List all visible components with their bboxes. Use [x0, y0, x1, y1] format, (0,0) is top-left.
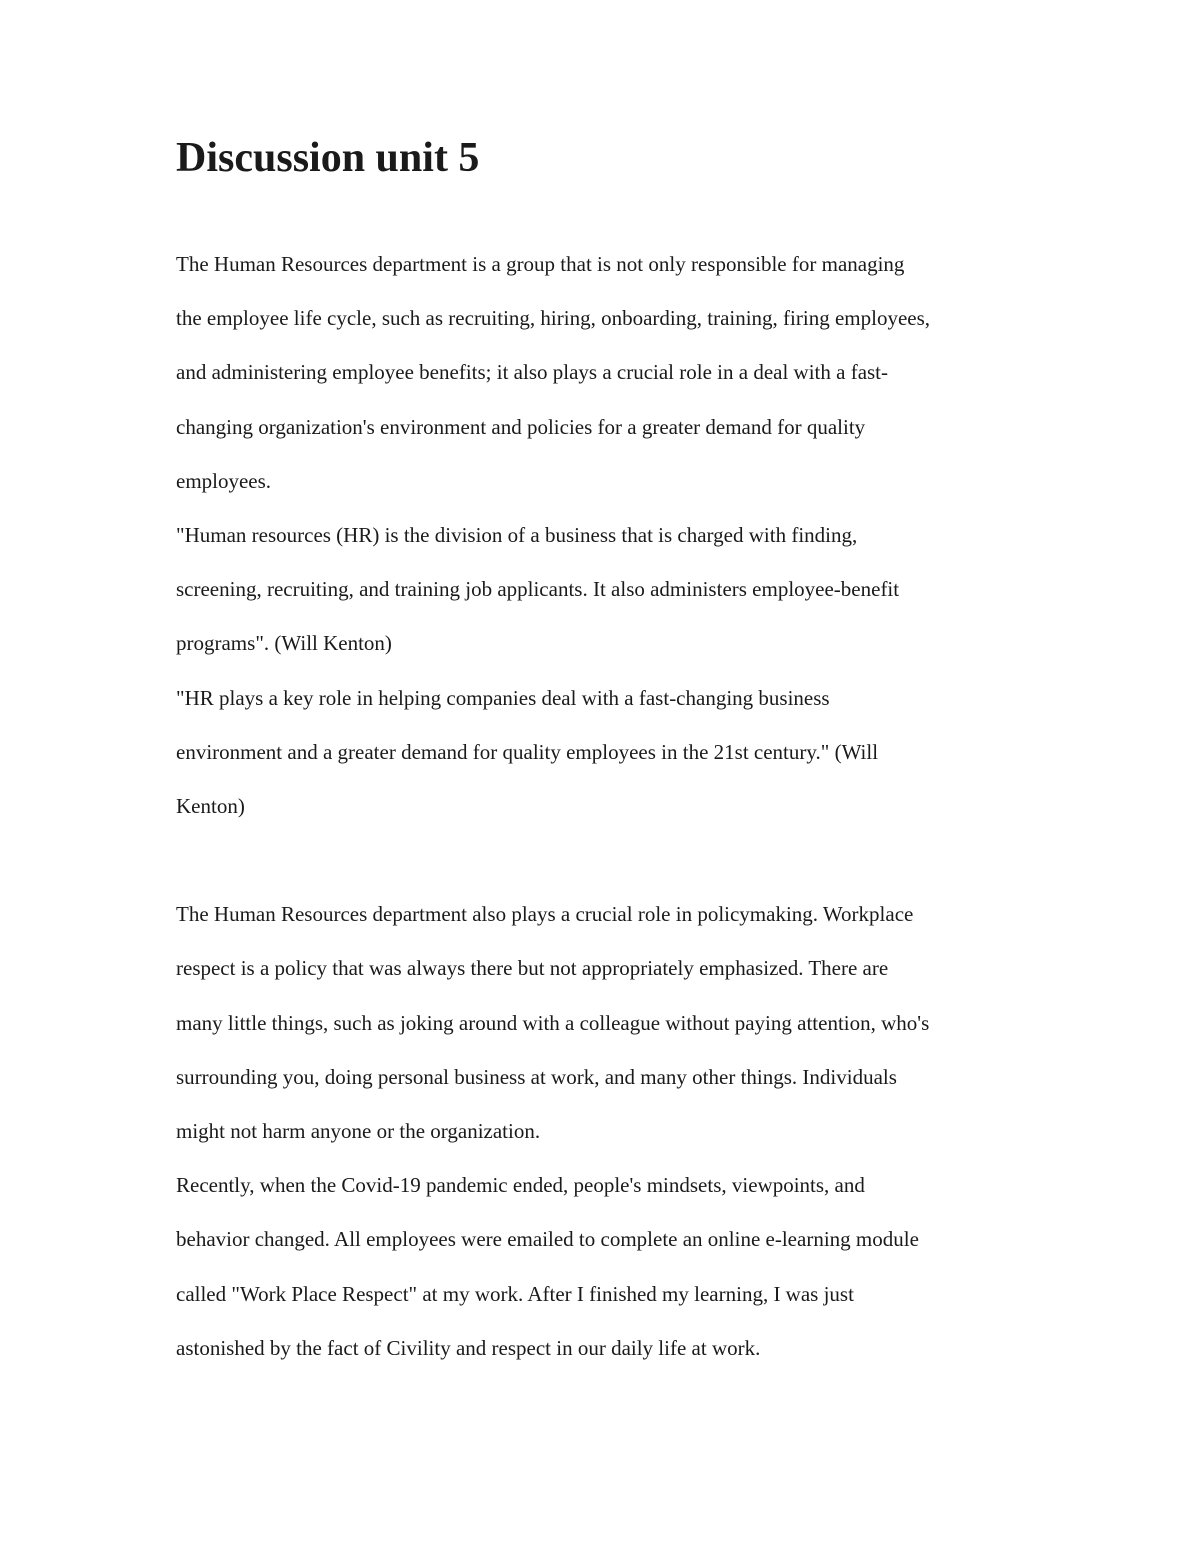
text-line: The Human Resources department also plays a crucial role in policymaking. Workplace: [176, 902, 914, 927]
text-line: "HR plays a key role in helping companies deal with a fast-changing business: [176, 685, 830, 710]
text-line: many little things, such as joking around with a colleague without paying attention, who's: [176, 1010, 930, 1035]
text-line: employees.: [176, 468, 272, 493]
text-line: The Human Resources department is a group that is not only responsible for managing: [176, 252, 905, 276]
paragraph-hr-intro: [176, 237, 1036, 508]
paragraph-quote-definition: [176, 508, 1036, 671]
text-line: changing organization's environment and policies for a greater demand for quality: [176, 414, 866, 439]
paragraph-covid-respect: [176, 1158, 1036, 1375]
text-line: environment and a greater demand for quality employees in the 21st century." (Will: [176, 739, 879, 764]
text-line: programs". (Will Kenton): [176, 631, 392, 656]
text-line: respect is a policy that was always there but not appropriately emphasized. There are: [176, 956, 889, 981]
paragraph-policymaking: [176, 887, 1036, 1158]
text-line: Recently, when the Covid-19 pandemic ended, people's mindsets, viewpoints, and: [176, 1173, 865, 1198]
document-body: [176, 131, 1036, 1375]
document-title: Discussion unit 5: [176, 135, 480, 181]
text-line: called "Work Place Respect" at my work. After I finished my learning, I was just: [176, 1281, 854, 1306]
text-line: and administering employee benefits; it also plays a crucial role in a deal with a fast-: [176, 360, 889, 385]
text-line: the employee life cycle, such as recruiting, hiring, onboarding, training, firing employees,: [176, 306, 931, 331]
paragraph-quote-key-role: [176, 671, 1036, 834]
text-line: screening, recruiting, and training job applicants. It also administers employee-benefit: [176, 577, 900, 602]
spacer: [176, 185, 1036, 237]
text-line: Kenton): [176, 794, 245, 819]
spacer: [176, 833, 1036, 887]
text-line: might not harm anyone or the organization.: [176, 1119, 541, 1144]
text-line: behavior changed. All employees were emailed to complete an online e-learning module: [176, 1227, 919, 1252]
text-line: surrounding you, doing personal business at work, and many other things. Individuals: [176, 1064, 897, 1089]
text-line: astonished by the fact of Civility and respect in our daily life at work.: [176, 1335, 761, 1360]
text-line: "Human resources (HR) is the division of a business that is charged with finding,: [176, 523, 858, 548]
